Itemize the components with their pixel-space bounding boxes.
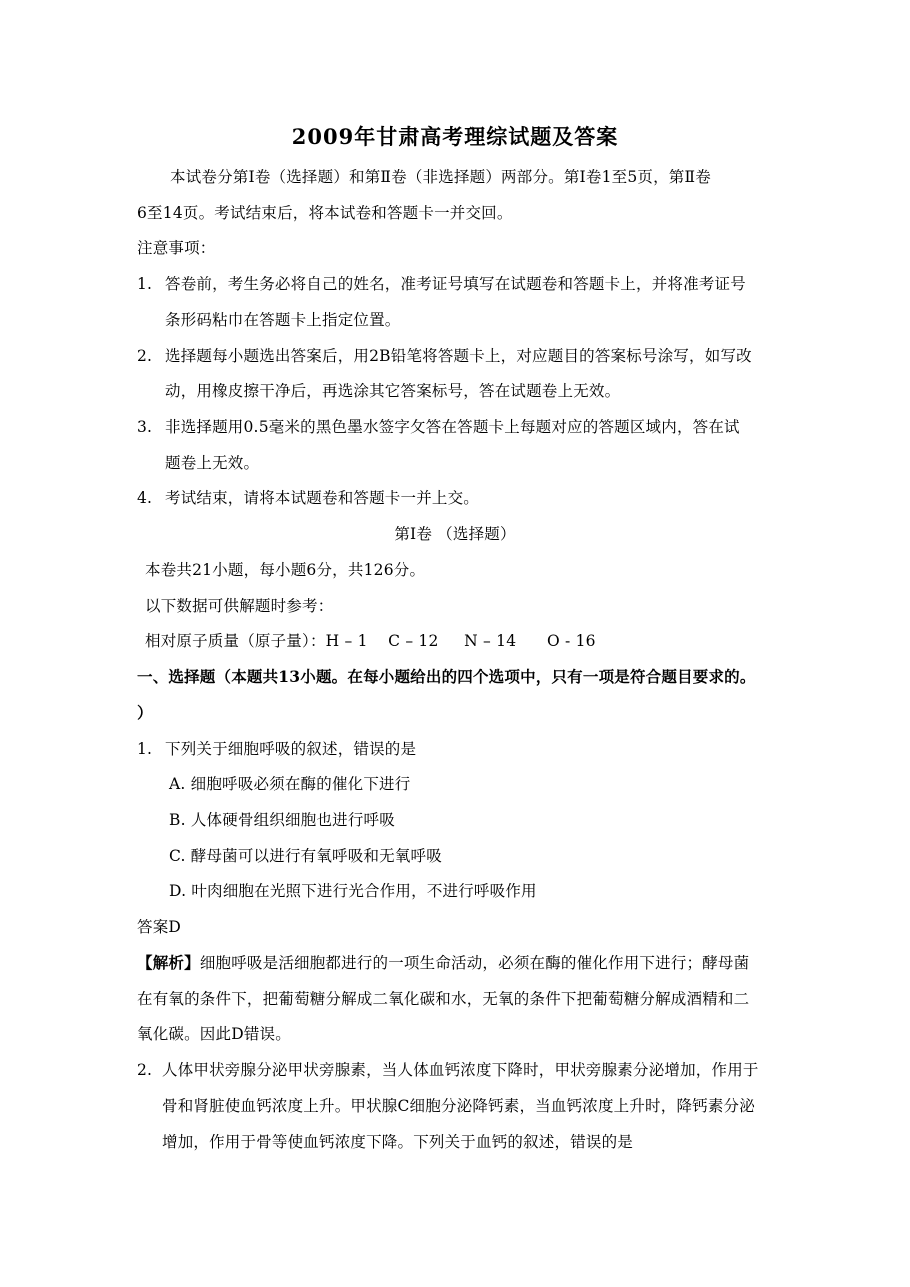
notice-item-text: 题卷上无效。 <box>165 454 260 472</box>
notice-heading: 注意事项： <box>137 239 216 257</box>
intro-line-1: 本试卷分第Ⅰ卷（选择题）和第Ⅱ卷（非选择题）两部分。第Ⅰ卷1至5页，第Ⅱ卷 <box>170 168 711 186</box>
notice-item-number: 4. <box>137 489 153 507</box>
notice-item-number: 2. <box>137 347 153 365</box>
analysis-text: 细胞呼吸是活细胞都进行的一项生命活动，必须在酶的催化作用下进行；酵母菌 <box>199 954 750 972</box>
part1-info: 本卷共21小题，每小题6分，共126分。 <box>145 561 426 579</box>
notice-item-text: 非选择题用0.5毫米的黑色墨水签字攵答在答题卡上每题对应的答题区域内，答在试 <box>165 418 740 436</box>
notice-item-number: 3. <box>137 418 153 436</box>
question-number: 1. <box>137 740 153 758</box>
question-stem: 人体甲状旁腺分泌甲状旁腺素，当人体血钙浓度下降时，甲状旁腺素分泌增加，作用于 <box>162 1061 759 1079</box>
part1-heading: 第Ⅰ卷 （选择题） <box>394 525 516 543</box>
notice-item-text: 选择题每小题选出答案后，用2B铅笔将答题卡上，对应题目的答案标号涂写，如写改 <box>165 347 752 365</box>
notice-item-text: 条形码粘巾在答题卡上指定位置。 <box>165 311 401 329</box>
notice-item-text: 答卷前，考生务必将自己的姓名，准考证号填写在试题卷和答题卡上，并将准考证号 <box>165 275 746 293</box>
question-number: 2. <box>137 1061 153 1079</box>
analysis-tag: 【解析】 <box>137 953 200 972</box>
option-a: A. 细胞呼吸必须在酶的催化下进行 <box>169 775 411 793</box>
document-title: 2009年甘肃高考理综试题及答案 <box>291 124 619 149</box>
intro-line-2: 6至14页。考试结束后，将本试卷和答题卡一并交回。 <box>137 204 513 222</box>
answer: 答案D <box>137 918 182 936</box>
notice-item-number: 1. <box>137 275 153 293</box>
analysis-line-3: 氧化碳。因此D错误。 <box>137 1025 291 1043</box>
question-stem: 下列关于细胞呼吸的叙述，错误的是 <box>165 740 417 758</box>
section1-heading: 一、选择题（本题共13小题。在每小题给出的四个选项中，只有一项是符合题目要求的。 <box>137 667 756 686</box>
analysis-line-2: 在有氧的条件下，把葡萄糖分解成二氧化碳和水，无氧的条件下把葡萄糖分解成酒精和二 <box>137 990 750 1008</box>
question-stem: 骨和肾脏使血钙浓度上升。甲状腺C细胞分泌降钙素，当血钙浓度上升时，降钙素分泌 <box>162 1097 755 1115</box>
notice-item-text: 动，用橡皮擦干净后，再选涂其它答案标号，答在试题卷上无效。 <box>165 382 621 400</box>
part1-info: 以下数据可供解题时参考： <box>145 597 334 615</box>
section1-heading-cont: ） <box>137 703 153 722</box>
option-c: C. 酵母菌可以进行有氧呼吸和无氧呼吸 <box>169 847 442 865</box>
analysis-line-1 <box>137 952 749 974</box>
option-b: B. 人体硬骨组织细胞也进行呼吸 <box>169 811 395 829</box>
atomic-mass-line: 相对原子质量（原子量）：H – 1 C – 12 N – 14 O - 16 <box>145 632 596 650</box>
notice-item-text: 考试结束，请将本试题卷和答题卡一并上交。 <box>165 489 480 507</box>
question-stem: 增加，作用于骨等使血钙浓度下降。下列关于血钙的叙述，错误的是 <box>162 1133 634 1151</box>
option-d: D. 叶肉细胞在光照下进行光合作用，不进行呼吸作用 <box>169 882 537 900</box>
